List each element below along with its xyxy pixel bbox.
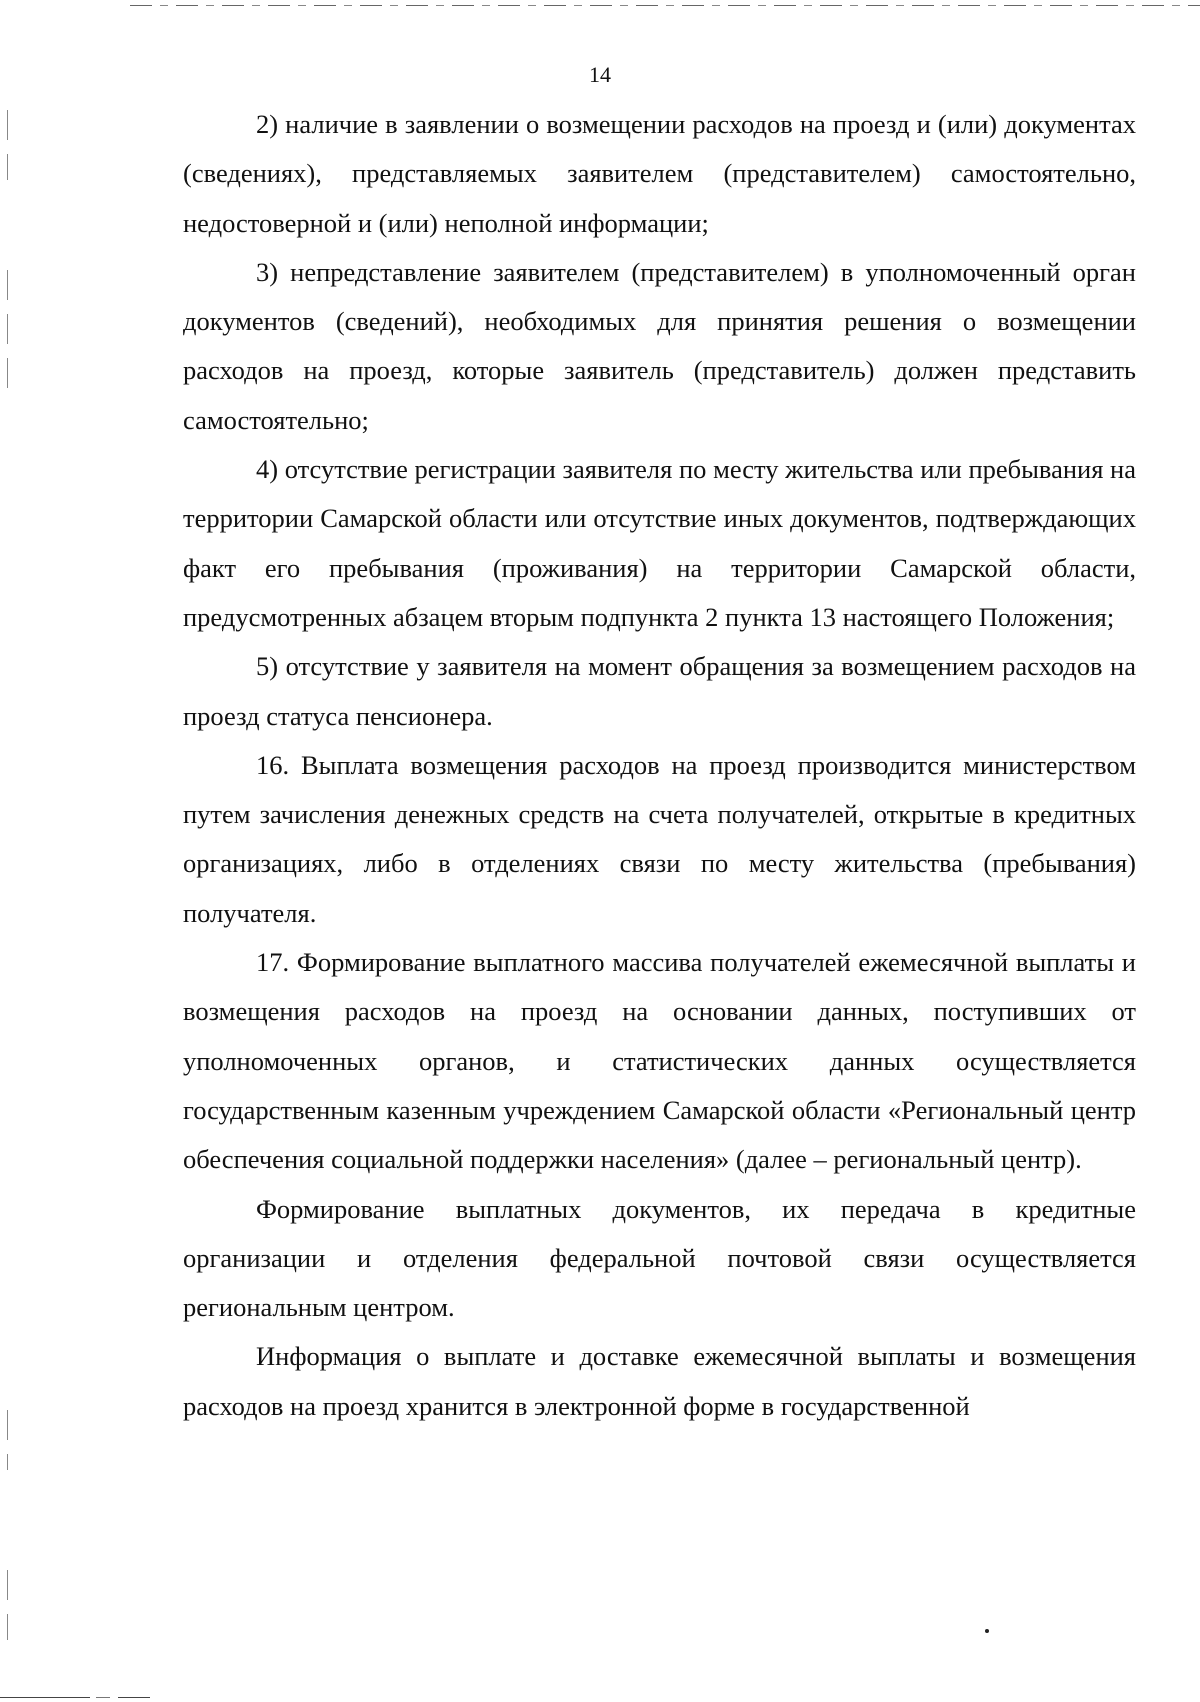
- paragraph-payment-documents: Формирование выплатных документов, их передача в кредитные организации и отделения федеральной почтовой связи осуществляется региональным центром.: [183, 1193, 1136, 1323]
- page-number: 14: [589, 62, 611, 87]
- paragraph-item-4: 4) отсутствие регистрации заявителя по месту жительства или пребывания на территории Самарской области или отсутствие иных документов, подтверждающих факт его пребывания (проживания) на территории Самарской области, предусмотренных абзацем вторым подпункта 2 пункта 13 настоящего Положения;: [183, 454, 1136, 632]
- paragraph-item-3: 3) непредставление заявителем (представителем) в уполномоченный орган документов (сведений), необходимых для принятия решения о возмещении расходов на проезд, которые заявитель (представитель) должен представить самостоятельно;: [183, 256, 1136, 435]
- scan-edge-bottom: [0, 1697, 150, 1698]
- scan-edge-left: [7, 1410, 8, 1470]
- paragraph-item-2: 2) наличие в заявлении о возмещении расходов на проезд и (или) документах (сведениях), представляемых заявителем (представителем) самостоятельно, недостоверной и (или) неполной информации;: [183, 109, 1136, 238]
- paragraph-clause-16: 16. Выплата возмещения расходов на проезд производится министерством путем зачисления денежных средств на счета получателей, открытые в кредитных организациях, либо в отделениях связи по месту жительства (пребывания) получателя.: [183, 749, 1136, 928]
- body-text: [183, 100, 1136, 1431]
- paragraph-information-storage: Информация о выплате и доставке ежемесячной выплаты и возмещения расходов на проезд хранится в электронной форме в государственной: [183, 1341, 1136, 1421]
- scan-edge-top: [130, 5, 1200, 6]
- scan-edge-left: [7, 1570, 8, 1640]
- scan-edge-left: [7, 270, 8, 390]
- scan-speck: [985, 1629, 989, 1633]
- paragraph-clause-17: 17. Формирование выплатного массива получателей ежемесячной выплаты и возмещения расходов на проезд на основании данных, поступивших от уполномоченных органов, и статистических данных осуществляется государственным казенным учреждением Самарской области «Региональный центр обеспечения социальной поддержки населения» (далее – региональный центр).: [183, 947, 1136, 1175]
- scan-edge-left: [7, 110, 8, 180]
- paragraph-item-5: 5) отсутствие у заявителя на момент обращения за возмещением расходов на проезд статуса пенсионера.: [183, 651, 1136, 731]
